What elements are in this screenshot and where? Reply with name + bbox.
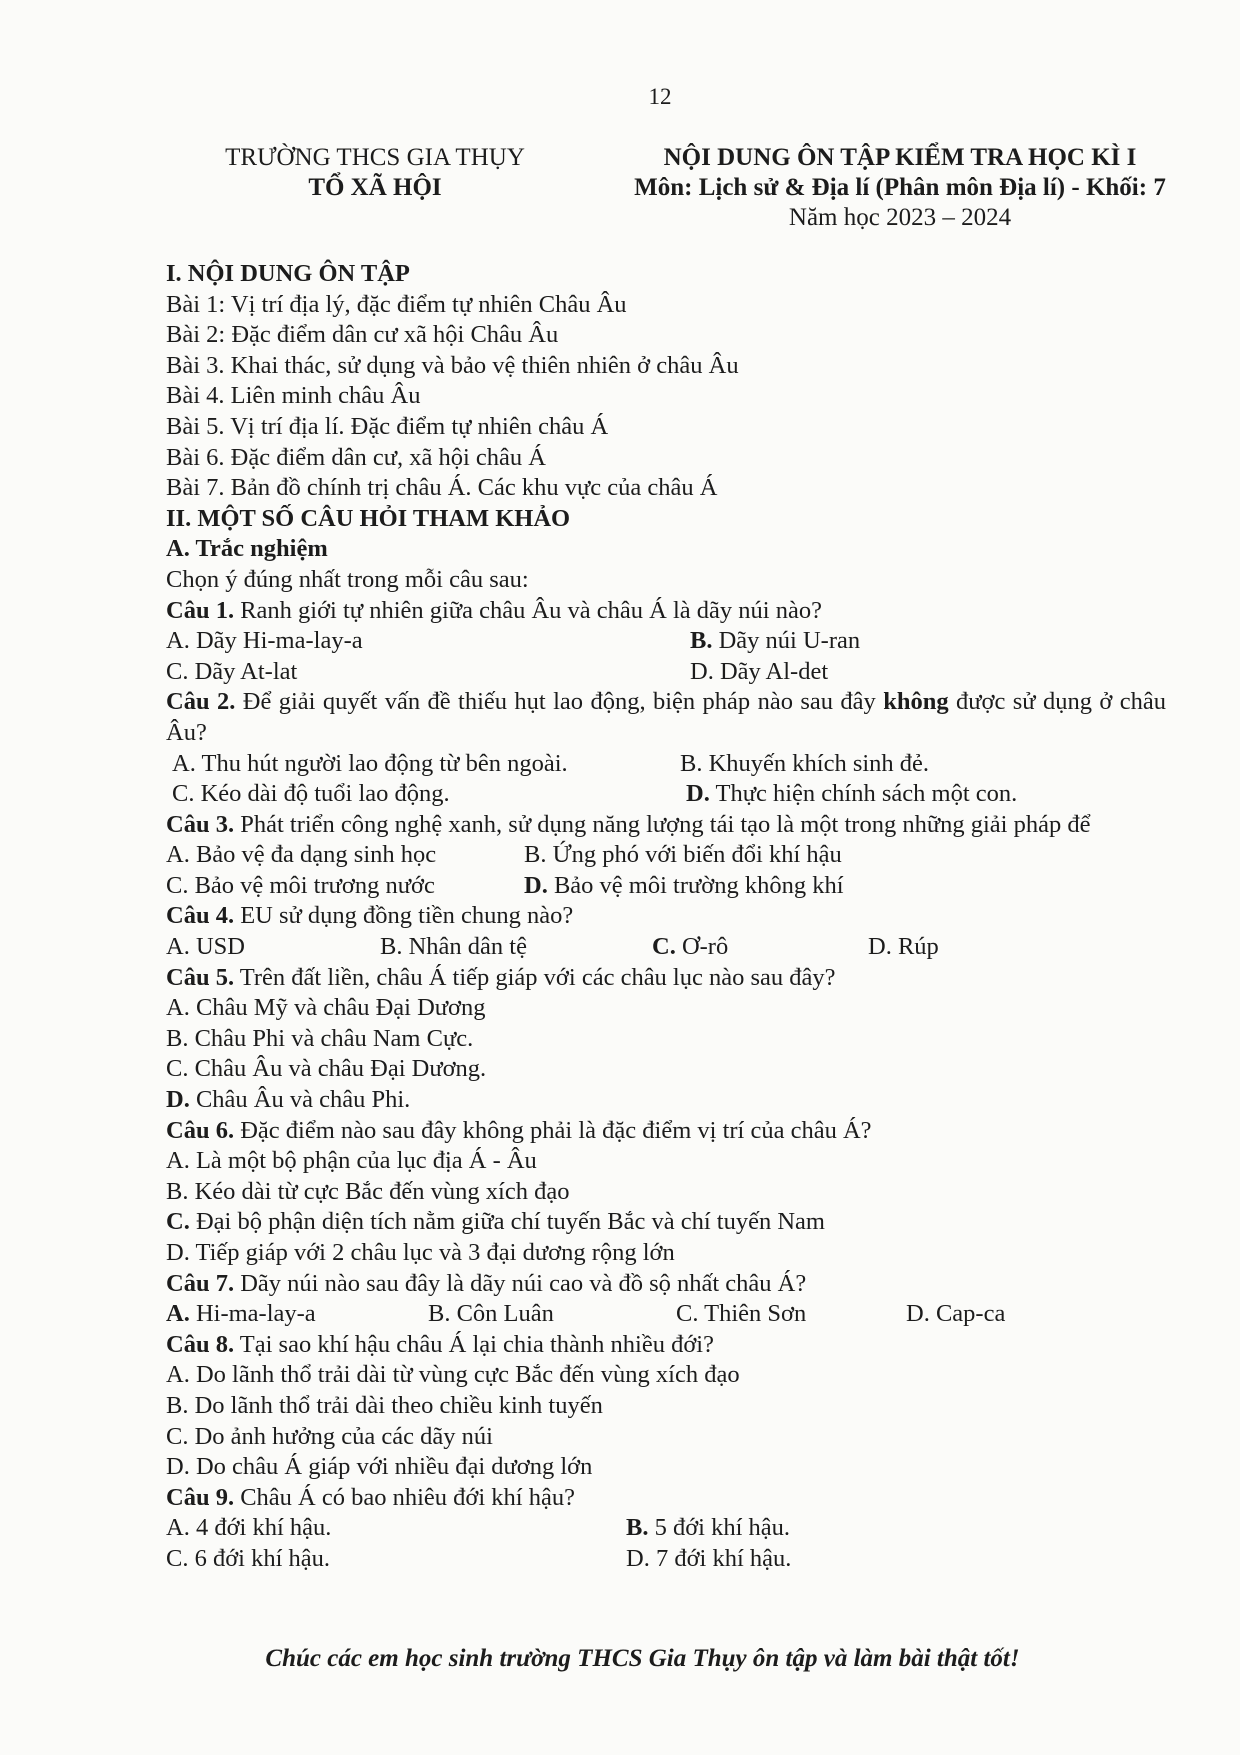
lesson-item: Bài 5. Vị trí địa lí. Đặc điểm tự nhiên châu Á — [166, 412, 609, 440]
option-a: A. Hi-ma-lay-a — [166, 1300, 316, 1328]
option-c: C. Thiên Sơn — [676, 1300, 807, 1328]
option-d: D. Châu Âu và châu Phi. — [166, 1086, 411, 1114]
lesson-item: Bài 6. Đặc điểm dân cư, xã hội châu Á — [166, 443, 546, 471]
question-7: Câu 7. Dãy núi nào sau đây là dãy núi cao và đồ sộ nhất châu Á? — [166, 1269, 807, 1297]
option-a: A. Là một bộ phận của lục địa Á - Âu — [166, 1147, 537, 1175]
option-c: C. 6 đới khí hậu. — [166, 1544, 331, 1572]
options-row — [166, 657, 1166, 688]
option-a: A. Do lãnh thổ trải dài từ vùng cực Bắc đến vùng xích đạo — [166, 1361, 740, 1389]
document-header — [600, 143, 1200, 233]
options-row — [166, 1544, 1166, 1575]
option-d: D. Tiếp giáp với 2 châu lục và 3 đại dương rộng lớn — [166, 1239, 675, 1266]
school-year: Năm học 2023 – 2024 — [788, 204, 1012, 231]
options-row — [166, 871, 1166, 902]
option-a: A. Thu hút người lao động từ bên ngoài. — [172, 749, 568, 777]
option-c: C. Bảo vệ môi trương nước — [166, 871, 435, 899]
question-5: Câu 5. Trên đất liền, châu Á tiếp giáp với các châu lục nào sau đây? — [166, 963, 836, 991]
department-name: TỔ XÃ HỘI — [308, 174, 442, 201]
document-body — [166, 259, 1166, 1575]
option-d: D. 7 đới khí hậu. — [626, 1544, 792, 1572]
option-c: C. Kéo dài độ tuổi lao động. — [172, 780, 450, 808]
question-8: Câu 8. Tại sao khí hậu châu Á lại chia thành nhiều đới? — [166, 1330, 714, 1358]
question-9: Câu 9. Châu Á có bao nhiêu đới khí hậu? — [166, 1483, 575, 1511]
option-b: B. Kéo dài từ cực Bắc đến vùng xích đạo — [166, 1177, 570, 1205]
option-a: A. 4 đới khí hậu. — [166, 1514, 332, 1542]
instruction-text: Chọn ý đúng nhất trong mỗi câu sau: — [166, 565, 529, 593]
question-4: Câu 4. EU sử dụng đồng tiền chung nào? — [166, 902, 574, 930]
options-row — [166, 932, 1166, 963]
closing-message: Chúc các em học sinh trường THCS Gia Thụy ôn tập và làm bài thật tốt! — [265, 1645, 1020, 1672]
option-b: B. Dãy núi U-ran — [690, 627, 861, 655]
option-d: D. Dãy Al-det — [690, 657, 829, 685]
school-header — [190, 143, 560, 203]
option-b: B. Châu Phi và châu Nam Cực. — [166, 1024, 474, 1052]
option-b: B. Nhân dân tệ — [380, 933, 527, 961]
options-row — [166, 1513, 1166, 1544]
option-a: A. Dãy Hi-ma-lay-a — [166, 627, 363, 655]
question-label: Câu 1. — [166, 596, 235, 624]
page-number: 12 — [648, 84, 672, 109]
lesson-item: Bài 1: Vị trí địa lý, đặc điểm tự nhiên Châu Âu — [166, 290, 627, 318]
question-2: Câu 2. Để giải quyết vấn đề thiếu hụt lao động, biện pháp nào sau đây không được sử dụng ở châu Âu? — [166, 688, 1166, 746]
option-d: D. Do châu Á giáp với nhiều đại dương lớn — [166, 1453, 593, 1481]
option-b: B. Khuyến khích sinh đẻ. — [680, 749, 930, 777]
lesson-item: Bài 7. Bản đồ chính trị châu Á. Các khu vực của châu Á — [166, 474, 718, 502]
option-d: D. Cap-ca — [906, 1300, 1006, 1328]
lesson-item: Bài 4. Liên minh châu Âu — [166, 382, 421, 410]
lesson-item: Bài 2: Đặc điểm dân cư xã hội Châu Âu — [166, 321, 559, 349]
option-b: B. Côn Luân — [428, 1300, 554, 1328]
option-c: C. Đại bộ phận diện tích nằm giữa chí tuyến Bắc và chí tuyến Nam — [166, 1208, 825, 1236]
options-row — [166, 749, 1166, 780]
option-a: A. Bảo vệ đa dạng sinh học — [166, 841, 437, 869]
option-a: A. Châu Mỹ và châu Đại Dương — [166, 994, 486, 1022]
section-2-heading: II. MỘT SỐ CÂU HỎI THAM KHẢO — [166, 504, 571, 532]
options-row — [166, 779, 1166, 810]
lesson-item: Bài 3. Khai thác, sử dụng và bảo vệ thiên nhiên ở châu Âu — [166, 351, 739, 379]
question-1 — [166, 596, 1166, 627]
option-c: C. Ơ-rô — [652, 933, 729, 961]
option-c: C. Dãy At-lat — [166, 657, 298, 685]
question-text: Ranh giới tự nhiên giữa châu Âu và châu Á là dãy núi nào? — [234, 596, 822, 624]
option-d: D. Thực hiện chính sách một con. — [686, 780, 1018, 808]
option-d: D. Bảo vệ môi trường không khí — [524, 871, 844, 899]
option-a: A. USD — [166, 933, 245, 961]
option-c: C. Do ảnh hưởng của các dãy núi — [166, 1422, 493, 1450]
option-d: D. Rúp — [868, 933, 939, 961]
question-6: Câu 6. Đặc điểm nào sau đây không phải là đặc điểm vị trí của châu Á? — [166, 1116, 872, 1144]
option-b: B. Ứng phó với biến đổi khí hậu — [524, 841, 842, 869]
option-b: B. Do lãnh thổ trải dài theo chiều kinh tuyến — [166, 1391, 603, 1419]
options-row — [166, 1299, 1166, 1330]
document-title: NỘI DUNG ÔN TẬP KIỂM TRA HỌC KÌ I — [663, 144, 1137, 171]
section-1-heading: I. NỘI DUNG ÔN TẬP — [166, 260, 410, 287]
option-b: B. 5 đới khí hậu. — [626, 1514, 791, 1542]
option-c: C. Châu Âu và châu Đại Dương. — [166, 1055, 487, 1083]
school-name: TRƯỜNG THCS GIA THỤY — [225, 144, 525, 171]
options-row — [166, 840, 1166, 871]
options-row — [166, 626, 1166, 657]
question-3: Câu 3. Phát triển công nghệ xanh, sử dụng năng lượng tái tạo là một trong những giải pháp để — [166, 810, 1091, 838]
subsection-a-heading: A. Trắc nghiệm — [166, 535, 328, 563]
subject-line: Môn: Lịch sử & Địa lí (Phân môn Địa lí) - Khối: 7 — [634, 174, 1166, 201]
